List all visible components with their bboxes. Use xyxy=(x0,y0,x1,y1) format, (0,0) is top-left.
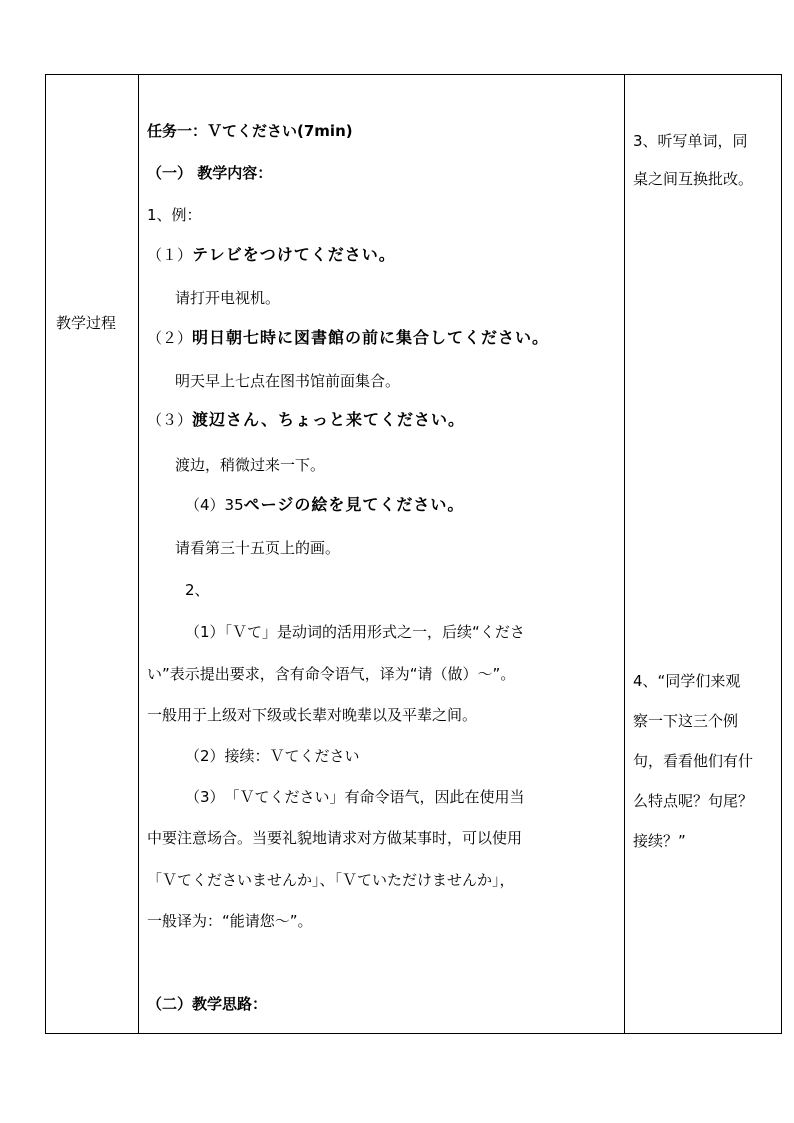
example-1 xyxy=(147,245,616,265)
point-1-line-3: 一般用于上级对下级或长辈对晚辈以及平辈之间。 xyxy=(147,706,478,724)
note-4-line-1: 4、“同学们来观 xyxy=(633,672,741,690)
example-1-translation: 请打开电视机。 xyxy=(175,289,281,307)
example-2-number: （２） xyxy=(147,329,193,347)
example-4 xyxy=(185,495,616,515)
content-heading: （一） 教学内容： xyxy=(147,164,273,182)
point-1-line-2: い”表示提出要求，含有命令语气，译为“请（做）～”。 xyxy=(147,665,516,683)
point-3-line-2: 中要注意场合。当要礼貌地请求对方做某事时，可以使用 xyxy=(147,829,523,847)
example-2 xyxy=(147,328,616,348)
note-4-line-2: 察一下这三个例 xyxy=(633,712,739,730)
point-3-line-1: （3） 「Ｖてください」有命令语气，因此在使用当 xyxy=(185,788,525,806)
point-1-line-1: （1）「Ｖて」是动词的活用形式之一，后续“くださ xyxy=(185,623,525,641)
item1-label: 1、例： xyxy=(147,206,202,224)
item2-label: 2、 xyxy=(185,581,210,599)
point-2-line-1: （2）接续：Ｖてください xyxy=(185,747,360,765)
example-3-japanese: 渡辺さん、ちょっと来てください。 xyxy=(192,410,465,429)
note-4-line-5: 接续？” xyxy=(633,832,686,850)
task-title: 任务一：Ｖてください(7min) xyxy=(147,122,353,140)
example-1-number: （１） xyxy=(147,246,193,264)
section-label-cell xyxy=(46,75,138,1033)
example-2-japanese: 明日朝七時に図書館の前に集合してください。 xyxy=(192,328,550,347)
note-3-line-1: 3、听写单词，同 xyxy=(633,132,748,150)
lesson-table xyxy=(45,74,782,1034)
example-3-translation: 渡边，稍微过来一下。 xyxy=(175,456,326,474)
point-3-line-4: 一般译为：“能请您～”。 xyxy=(147,912,313,930)
example-2-translation: 明天早上七点在图书馆前面集合。 xyxy=(175,372,401,390)
main-content-cell xyxy=(139,75,624,1033)
section-label: 教学过程 xyxy=(56,314,117,332)
point-3-line-3: 「Ｖてくださいませんか」、「Ｖていただけませんか」， xyxy=(147,871,515,889)
example-3-number: （３） xyxy=(147,411,193,429)
strategy-heading: （二）教学思路： xyxy=(147,995,268,1013)
example-4-number: （4）35 xyxy=(185,496,244,514)
example-1-japanese: テレビをつけてください。 xyxy=(192,245,396,264)
notes-cell xyxy=(625,75,781,1033)
note-4-line-3: 句，看看他们有什 xyxy=(633,752,754,770)
note-4-line-4: 么特点呢？句尾？ xyxy=(633,792,754,810)
note-3-line-2: 桌之间互换批改。 xyxy=(633,170,754,188)
example-4-japanese: ページの絵を見てください。 xyxy=(243,495,465,514)
example-4-translation: 请看第三十五页上的画。 xyxy=(175,539,341,557)
example-3 xyxy=(147,410,616,430)
